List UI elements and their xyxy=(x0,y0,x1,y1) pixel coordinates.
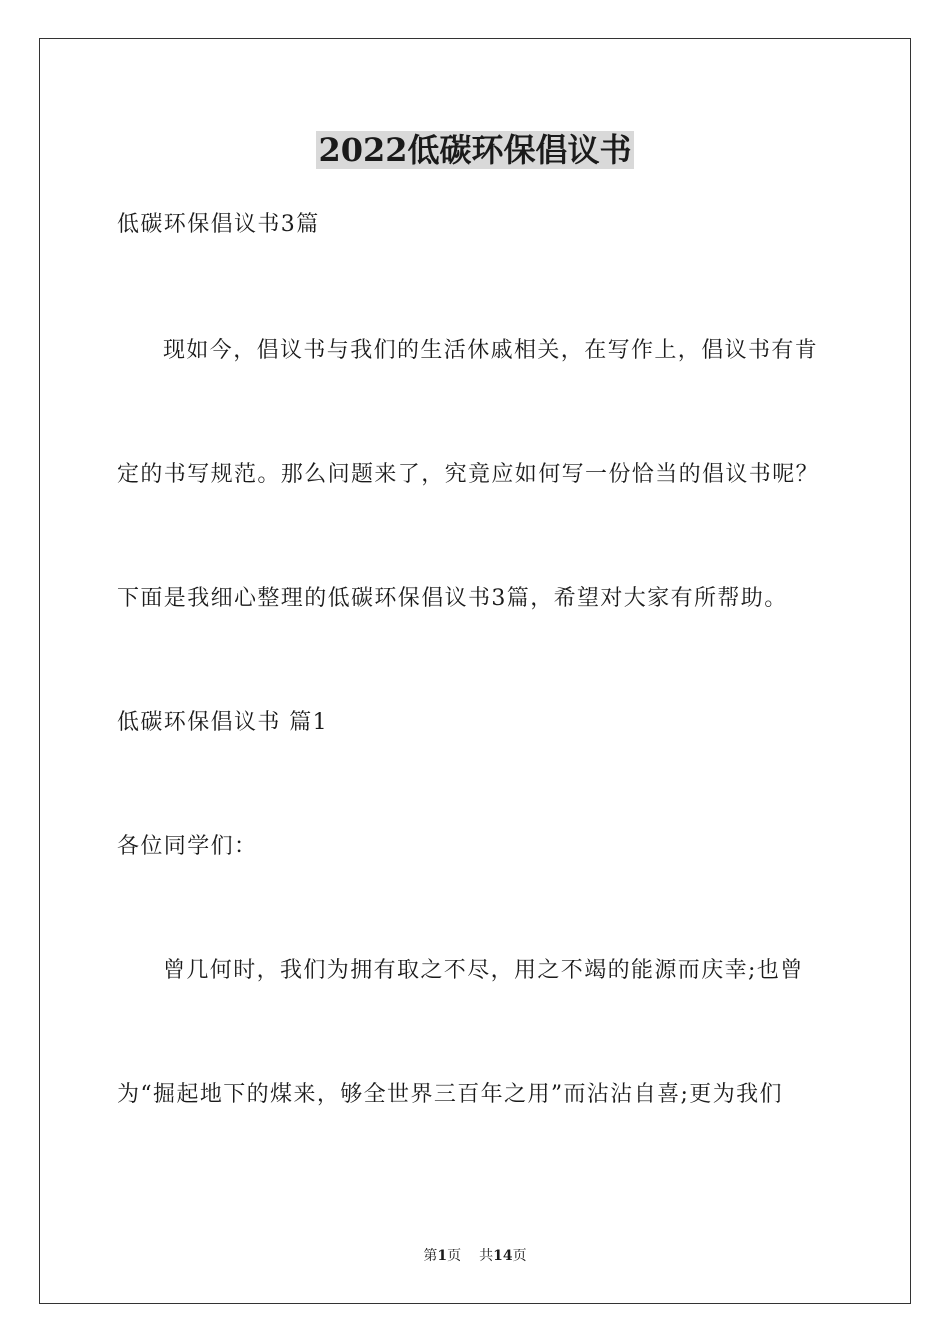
page-prefix: 第 xyxy=(423,1248,438,1264)
paragraph-line: 定的书写规范。那么问题来了，究竟应如何写一份恰当的倡议书呢？ xyxy=(117,462,820,487)
total-pages: 14 xyxy=(493,1248,513,1264)
total-prefix: 共 xyxy=(479,1248,494,1264)
title-text: 2022低碳环保倡议书 xyxy=(318,131,632,169)
paragraph-line: 下面是我细心整理的低碳环保倡议书3篇，希望对大家有所帮助。 xyxy=(117,586,788,611)
page-footer xyxy=(0,1246,950,1266)
total-suffix: 页 xyxy=(512,1248,527,1264)
page-number: 1 xyxy=(437,1248,448,1264)
paragraph-line: 为“掘起地下的煤来，够全世界三百年之用”而沾沾自喜;更为我们 xyxy=(117,1082,783,1107)
page-suffix: 页 xyxy=(447,1248,462,1264)
section-heading: 低碳环保倡议书 篇1 xyxy=(117,710,328,735)
paragraph-line: 曾几何时，我们为拥有取之不尽，用之不竭的能源而庆幸;也曾 xyxy=(163,958,804,983)
paragraph-line: 现如今，倡议书与我们的生活休戚相关，在写作上，倡议书有肯 xyxy=(163,338,819,363)
salutation: 各位同学们： xyxy=(117,834,258,859)
document-title xyxy=(0,128,950,172)
document-subtitle: 低碳环保倡议书3篇 xyxy=(117,212,320,237)
